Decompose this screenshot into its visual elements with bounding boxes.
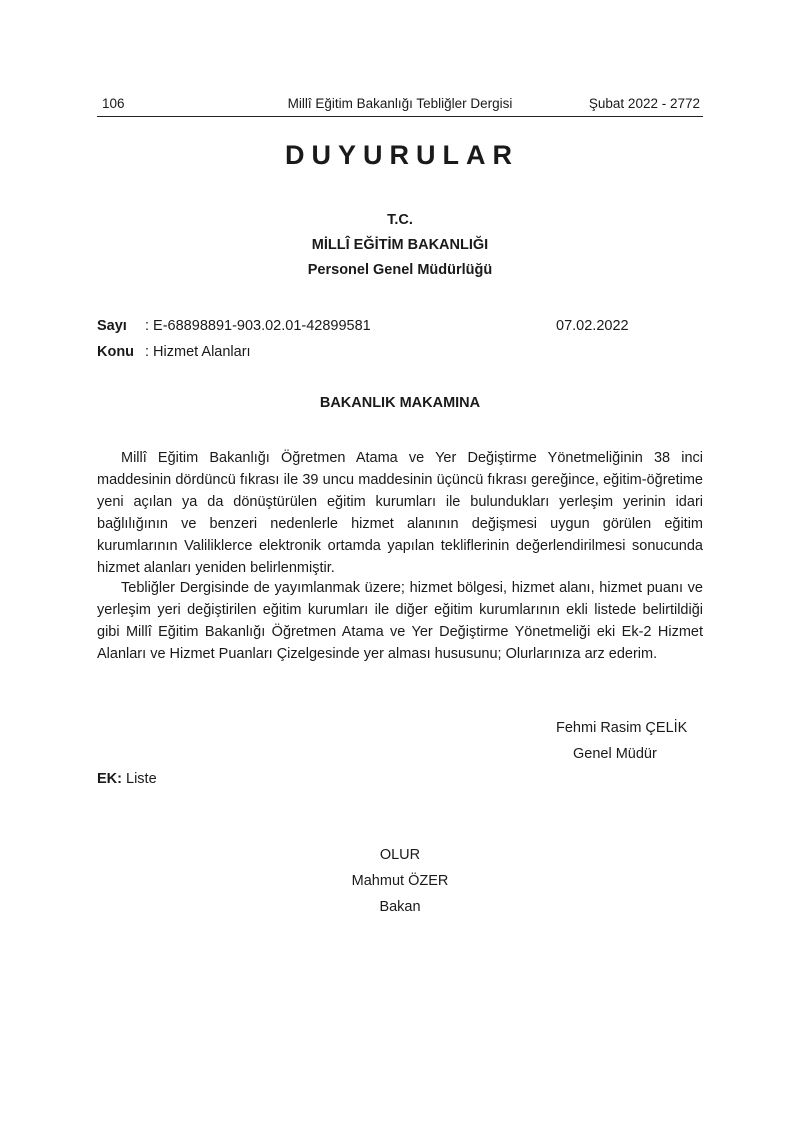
body-paragraph-1: Millî Eğitim Bakanlığı Öğretmen Atama ve Yer Değiştirme Yönetmeliğinin 38 inci maddesinin dördüncü fıkrası ile 39 uncu maddesinin üçüncü fıkrası gereğince, eğitim-öğretime yeni açılan ya da dönüştürülen eğitim kurumları ile bulundukları yerleşim yerinin idari bağlılığının ve benzeri nedenlerle hizmet alanının değişmesi uygun görülen eğitim kurumlarının Valiliklerce elektronik ortamda yapılan tekliflerinin değerlendirilmesi sonucunda hizmet alanları yeniden belirlenmiştir. — [97, 450, 703, 576]
document-date: 07.02.2022 — [556, 318, 629, 334]
letterhead-ministry: MİLLÎ EĞİTİM BAKANLIĞI — [311, 237, 489, 253]
attachment-value: Liste — [126, 771, 157, 787]
approval-olur: OLUR — [379, 847, 421, 863]
sayi-value: : E-68898891-903.02.01-42899581 — [145, 318, 371, 334]
page-number: 106 — [102, 96, 125, 111]
attachment — [97, 771, 157, 787]
body-paragraph-2: Tebliğler Dergisinde de yayımlanmak üzere; hizmet bölgesi, hizmet alanı, hizmet puanı ve yerleşim yeri değiştirilen eğitim kurumları ile diğer eğitim kurumlarının ekli listede belirtildiği gibi Millî Eğitim Bakanlığı Öğretmen Atama ve Yer Değiştirme Yönetmeliği eki Ek-2 Hizmet Alanları ve Hizmet Puanları Çizelgesinde yer alması hususunu; Olurlarınıza arz ederim. — [97, 580, 703, 662]
journal-title: Millî Eğitim Bakanlığı Tebliğler Dergisi — [287, 96, 513, 111]
approver-name: Mahmut ÖZER — [351, 873, 449, 889]
signatory-title: Genel Müdür — [573, 746, 657, 762]
page-header — [97, 96, 703, 117]
attachment-label: EK: — [97, 771, 122, 787]
sayi-label: Sayı — [97, 318, 127, 334]
letterhead-directorate: Personel Genel Müdürlüğü — [307, 262, 493, 278]
letterhead-tc: T.C. — [387, 212, 413, 228]
approver-title: Bakan — [379, 899, 421, 915]
signatory-name: Fehmi Rasim ÇELİK — [556, 720, 688, 736]
addressee: BAKANLIK MAKAMINA — [319, 395, 481, 411]
sayi-row — [97, 318, 127, 334]
section-title: DUYURULAR — [285, 140, 519, 170]
konu-value: : Hizmet Alanları — [145, 344, 251, 360]
konu-row — [97, 344, 134, 360]
konu-label: Konu — [97, 344, 135, 360]
issue-date: Şubat 2022 - 2772 — [588, 96, 700, 111]
